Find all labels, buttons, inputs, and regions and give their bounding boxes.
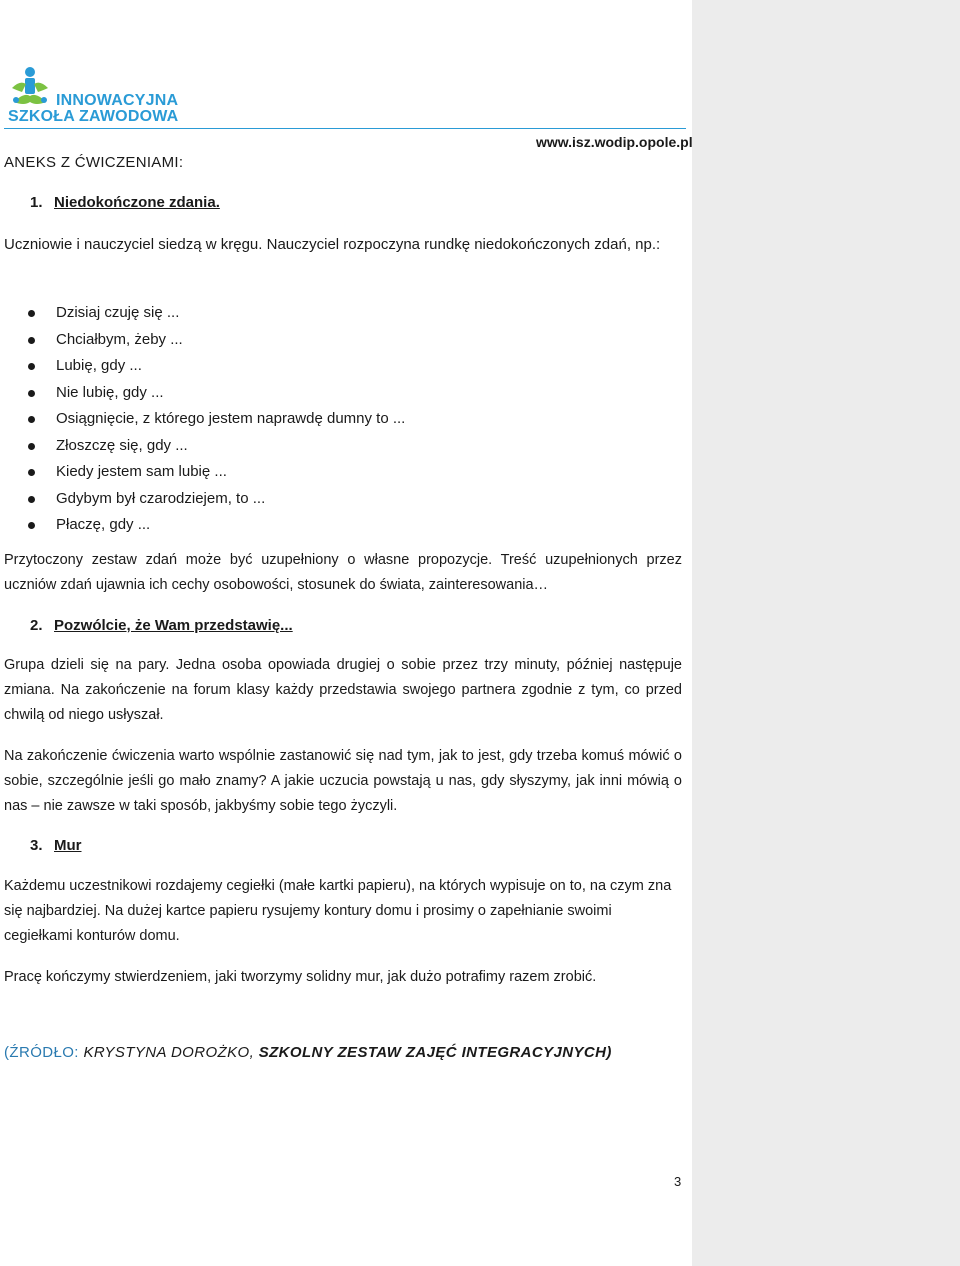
section-1-heading bbox=[30, 194, 220, 211]
list-item: Dzisiaj czuję się ... bbox=[24, 300, 405, 327]
page-number: 3 bbox=[674, 1174, 682, 1189]
section-3-paragraph-1: Każdemu uczestnikowi rozdajemy cegiełki (małe kartki papieru), na których wypisuje on to, na czym zna się najbardziej. Na dużej kartce papieru rysujemy kontury domu i prosimy o zapełnianie swoimi cegiełkami konturów domu. bbox=[4, 878, 672, 944]
section-3-paragraph-2: Pracę kończymy stwierdzeniem, jaki tworzymy solidny mur, jak dużo potrafimy razem zrobić. bbox=[4, 969, 597, 985]
source-citation bbox=[4, 1044, 612, 1061]
bullet-icon bbox=[28, 443, 35, 450]
section-1-outro: Przytoczony zestaw zdań może być uzupełniony o własne propozycje. Treść uzupełnionych przez uczniów zdań ujawnia ich cechy osobowości, stosunek do świata, zainteresowania… bbox=[4, 552, 682, 593]
section-1-intro: Uczniowie i nauczyciel siedzą w kręgu. Nauczyciel rozpoczyna rundkę niedokończonych zdań, np.: bbox=[4, 236, 661, 253]
source-author: KRYSTYNA DOROŻKO, bbox=[78, 1044, 259, 1061]
logo-line-1: INNOWACYJNA bbox=[56, 92, 179, 109]
source-book-title: SZKOLNY ZESTAW ZAJĘĆ INTEGRACYJNYCH) bbox=[258, 1044, 612, 1061]
header-url: www.isz.wodip.opole.pl bbox=[536, 134, 693, 150]
section-3-number: 3. bbox=[30, 837, 43, 854]
bullet-icon bbox=[28, 337, 35, 344]
page-title: ANEKS Z ĆWICZENIAMI: bbox=[4, 154, 184, 171]
section-3-title: Mur bbox=[54, 837, 82, 854]
section-3-heading bbox=[30, 837, 82, 854]
sentence-list bbox=[24, 300, 405, 539]
section-2-paragraph-1: Grupa dzieli się na pary. Jedna osoba opowiada drugiej o sobie przez trzy minuty, później następuje zmiana. Na zakończenie na forum klasy każdy przedstawia swojego partnera zgodnie z tym, co przed chwilą od niego usłyszał. bbox=[4, 657, 682, 723]
bullet-icon bbox=[28, 469, 35, 476]
source-label: (ŹRÓDŁO: bbox=[4, 1044, 79, 1061]
bullet-icon bbox=[28, 496, 35, 503]
logo-line-2: SZKOŁA ZAWODOWA bbox=[8, 108, 179, 125]
list-item: Chciałbym, żeby ... bbox=[24, 327, 405, 354]
logo-emblem bbox=[6, 62, 54, 110]
bullet-icon bbox=[28, 310, 35, 317]
comment-margin-pane bbox=[692, 0, 960, 1266]
list-item: Osiągnięcie, z którego jestem naprawdę dumny to ... bbox=[24, 406, 405, 433]
section-1-number: 1. bbox=[30, 194, 43, 211]
list-item: Kiedy jestem sam lubię ... bbox=[24, 459, 405, 486]
list-item: Lubię, gdy ... bbox=[24, 353, 405, 380]
list-item: Złoszczę się, gdy ... bbox=[24, 433, 405, 460]
bullet-icon bbox=[28, 390, 35, 397]
section-2-heading bbox=[30, 617, 293, 634]
header-divider bbox=[4, 128, 686, 129]
list-item: Nie lubię, gdy ... bbox=[24, 380, 405, 407]
section-2-title: Pozwólcie, że Wam przedstawię... bbox=[54, 617, 293, 634]
list-item: Płaczę, gdy ... bbox=[24, 512, 405, 539]
list-item: Gdybym był czarodziejem, to ... bbox=[24, 486, 405, 513]
bullet-icon bbox=[28, 416, 35, 423]
section-2-number: 2. bbox=[30, 617, 43, 634]
logo bbox=[6, 62, 179, 128]
section-1-title: Niedokończone zdania. bbox=[54, 194, 220, 211]
bullet-icon bbox=[28, 363, 35, 370]
bullet-icon bbox=[28, 522, 35, 529]
section-2-paragraph-2: Na zakończenie ćwiczenia warto wspólnie zastanowić się nad tym, jak to jest, gdy trzeba komuś mówić o sobie, szczególnie jeśli go mało znamy? A jakie uczucia powstają u nas, gdy słyszymy, jak inni mówią o nas – nie zawsze w taki sposób, jakbyśmy sobie tego życzyli. bbox=[4, 748, 682, 814]
